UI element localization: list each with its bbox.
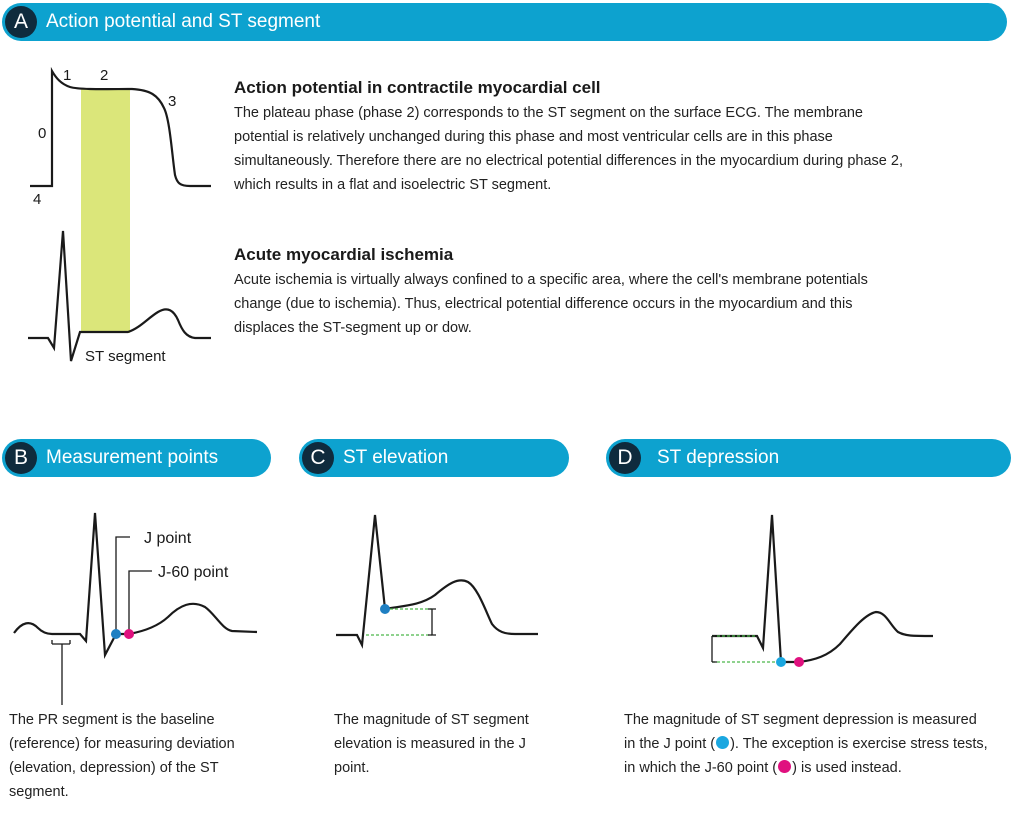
section-d-title: ST depression xyxy=(657,447,780,468)
plateau-highlight xyxy=(81,88,130,333)
elevation-measure-bar xyxy=(428,609,436,635)
section-d-banner xyxy=(606,439,1011,477)
st-segment-label: ST segment xyxy=(85,348,166,365)
caption-st-depression xyxy=(624,708,988,780)
phase-label-1: 1 xyxy=(63,67,72,84)
caption-d-part3: ) is used instead. xyxy=(792,760,902,776)
inline-j-point-dot-icon xyxy=(716,736,729,749)
section-c-badge: C xyxy=(302,442,334,474)
pr-baseline-bracket xyxy=(52,640,70,705)
section-d-badge: D xyxy=(609,442,641,474)
section-c-title: ST elevation xyxy=(343,447,449,468)
d-j-point-dot xyxy=(776,657,786,667)
j60-point-dot xyxy=(124,629,134,639)
section-b-badge: B xyxy=(5,442,37,474)
text-action-potential: The plateau phase (phase 2) corresponds to the ST segment on the surface ECG. The membrane potential is relatively unchanged during this phase and most ventricular cells are in this phase simultaneously. Therefore there are no electrical potential differences in the myocardium during phase 2, which results in a flat and isoelectric ST segment. xyxy=(234,105,903,193)
caption-st-elevation: The magnitude of ST segment elevation is measured in the J point. xyxy=(334,712,529,776)
caption-d-part1: The magnitude of ST segment depression is measured in the J point ( xyxy=(624,712,977,752)
phase-label-4: 4 xyxy=(33,191,42,208)
heading-action-potential: Action potential in contractile myocardial cell xyxy=(234,78,601,97)
inline-j60-point-dot-icon xyxy=(778,760,791,773)
d-j60-point-dot xyxy=(794,657,804,667)
ecg-curve-d xyxy=(712,515,933,662)
j-point-dot xyxy=(111,629,121,639)
text-ischemia: Acute ischemia is virtually always confined to a specific area, where the cell's membrane potentials change (due to ischemia). Thus, electrical potential difference occurs in the myocardium and this displaces the ST-segment up or dow. xyxy=(234,272,868,336)
section-a-title: Action potential and ST segment xyxy=(46,11,321,32)
j-point-label: J point xyxy=(144,530,192,547)
caption-d-part2: ). The exception is exercise stress tests, in which the J-60 point ( xyxy=(624,736,988,776)
phase-label-3: 3 xyxy=(168,93,177,110)
c-j-point-dot xyxy=(380,604,390,614)
section-b-banner xyxy=(2,439,271,477)
section-c-banner xyxy=(299,439,569,477)
ecg-curve-b xyxy=(14,513,257,655)
heading-ischemia: Acute myocardial ischemia xyxy=(234,245,454,264)
j60-point-pointer xyxy=(129,571,152,634)
phase-label-2: 2 xyxy=(100,67,109,84)
section-b-title: Measurement points xyxy=(46,447,219,468)
j-point-pointer xyxy=(116,537,130,634)
j60-point-label: J-60 point xyxy=(158,564,229,581)
caption-measurement-points: The PR segment is the baseline (reference) for measuring deviation (elevation, depression) of the ST segment. xyxy=(9,712,235,800)
section-a-badge: A xyxy=(5,6,37,38)
depression-measure-bracket xyxy=(712,636,717,662)
phase-label-0: 0 xyxy=(38,125,47,142)
ecg-curve-c xyxy=(336,515,538,645)
